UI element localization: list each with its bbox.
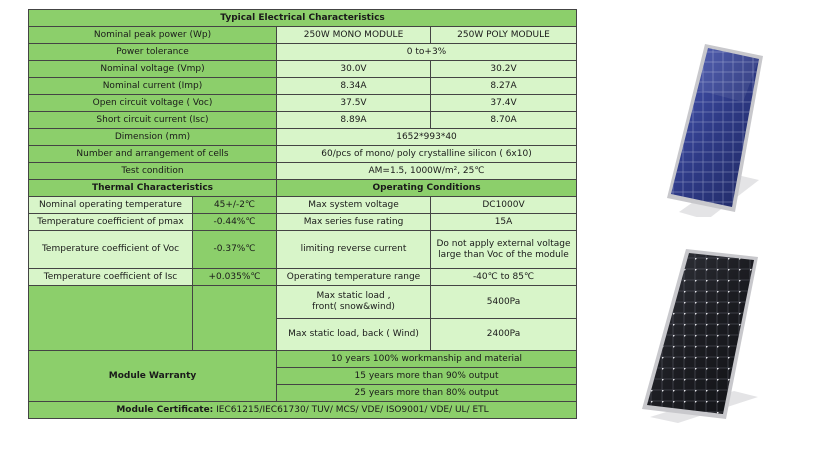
operating-title: Operating Conditions <box>277 180 577 197</box>
certificate-label: Module Certificate: <box>116 404 214 415</box>
certificate-value: IEC61215/IEC61730/ TUV/ MCS/ VDE/ ISO9001/ VDE/ UL/ ETL <box>216 404 489 415</box>
row-label: Open circuit voltage ( Voc) <box>29 95 277 112</box>
thermal-label: Temperature coefficient of Isc <box>29 269 193 286</box>
thermal-empty <box>29 286 193 351</box>
row-value: 1652*993*40 <box>277 129 577 146</box>
warranty-item: 15 years more than 90% output <box>277 368 577 385</box>
row-value: 0 to+3% <box>277 44 577 61</box>
thermal-label: Nominal operating temperature <box>29 197 193 214</box>
row-value: AM=1.5, 1000W/m², 25℃ <box>277 163 577 180</box>
thermal-value: 45+/-2℃ <box>193 197 277 214</box>
value-line: Do not apply external voltage <box>436 238 571 249</box>
operating-value: 15A <box>431 214 577 231</box>
operating-label: Max series fuse rating <box>277 214 431 231</box>
operating-value: 5400Pa <box>431 286 577 319</box>
poly-header: 250W POLY MODULE <box>431 27 577 44</box>
row-label: Number and arrangement of cells <box>29 146 277 163</box>
poly-value: 37.4V <box>431 95 577 112</box>
poly-value: 30.2V <box>431 61 577 78</box>
thermal-title: Thermal Characteristics <box>29 180 277 197</box>
label-line: Max static load , <box>316 291 391 301</box>
row-label: Power tolerance <box>29 44 277 61</box>
row-label: Nominal peak power (Wp) <box>29 27 277 44</box>
row-label: Nominal current (Imp) <box>29 78 277 95</box>
row-value: 60/pcs of mono/ poly crystalline silicon ( 6x10) <box>277 146 577 163</box>
operating-value: -40℃ to 85℃ <box>431 269 577 286</box>
thermal-value: -0.37%℃ <box>193 231 277 269</box>
mono-value: 37.5V <box>277 95 431 112</box>
operating-value: DC1000V <box>431 197 577 214</box>
operating-label: Max static load, back ( Wind) <box>277 319 431 351</box>
warranty-item: 10 years 100% workmanship and material <box>277 351 577 368</box>
warranty-item: 25 years more than 80% output <box>277 385 577 402</box>
thermal-label: Temperature coefficient of pmax <box>29 214 193 231</box>
row-label: Dimension (mm) <box>29 129 277 146</box>
operating-label: limiting reverse current <box>277 231 431 269</box>
mono-header: 250W MONO MODULE <box>277 27 431 44</box>
mono-value: 30.0V <box>277 61 431 78</box>
operating-value: 2400Pa <box>431 319 577 351</box>
spec-table <box>28 9 577 419</box>
row-label: Nominal voltage (Vmp) <box>29 61 277 78</box>
poly-value: 8.70A <box>431 112 577 129</box>
label-line: front( snow&wind) <box>312 302 395 312</box>
thermal-value: +0.035%℃ <box>193 269 277 286</box>
certificate-row <box>29 402 577 419</box>
table-title: Typical Electrical Characteristics <box>29 10 577 27</box>
operating-label <box>277 286 431 319</box>
thermal-empty <box>193 286 277 351</box>
poly-panel-image <box>663 42 765 217</box>
mono-value: 8.89A <box>277 112 431 129</box>
row-label: Test condition <box>29 163 277 180</box>
operating-label: Max system voltage <box>277 197 431 214</box>
thermal-value: -0.44%℃ <box>193 214 277 231</box>
operating-value <box>431 231 577 269</box>
value-line: large than Voc of the module <box>438 249 569 260</box>
operating-label: Operating temperature range <box>277 269 431 286</box>
warranty-label: Module Warranty <box>29 351 277 402</box>
poly-value: 8.27A <box>431 78 577 95</box>
row-label: Short circuit current (Isc) <box>29 112 277 129</box>
mono-value: 8.34A <box>277 78 431 95</box>
mono-panel-image <box>640 247 760 423</box>
thermal-label: Temperature coefficient of Voc <box>29 231 193 269</box>
